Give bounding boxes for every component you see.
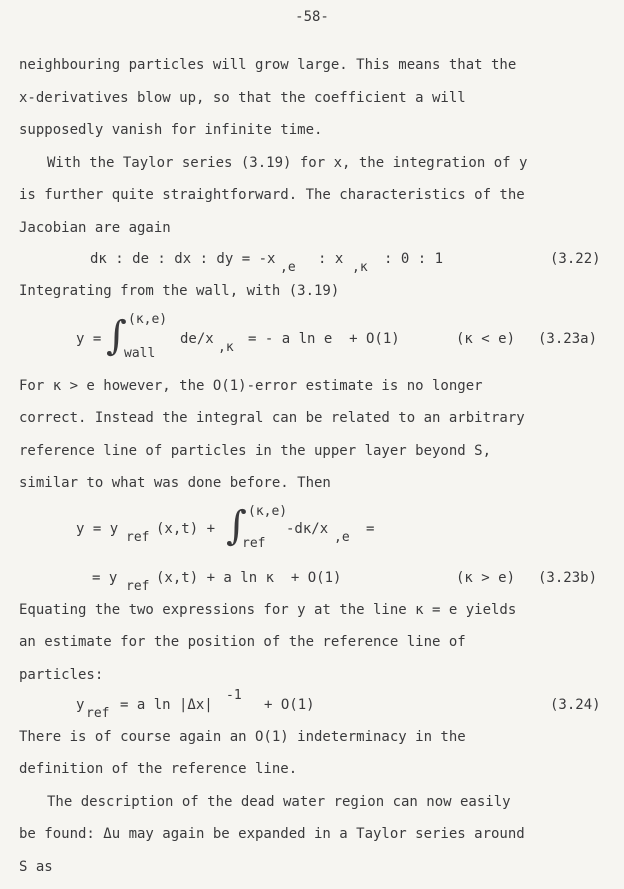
text-line: Jacobian are again [19, 220, 171, 236]
text-line: x-derivatives blow up, so that the coefficient a will [19, 90, 466, 106]
text-line: correct. Instead the integral can be related to an arbitrary [19, 410, 525, 426]
text-line: reference line of particles in the upper layer beyond S, [19, 443, 492, 459]
text-line: definition of the reference line. [19, 761, 298, 777]
text-line: S as [19, 859, 53, 875]
text-line: particles: [19, 667, 104, 683]
text-line: neighbouring particles will grow large. This means that the [19, 57, 517, 73]
integral-sign: ∫ [226, 503, 247, 549]
text-line: There is of course again an O(1) indeterminacy in the [19, 729, 466, 745]
text-line: With the Taylor series (3.19) for x, the integration of y [47, 155, 528, 171]
integral-sign: ∫ [106, 313, 127, 359]
page-number: -58- [295, 9, 329, 25]
text-line: an estimate for the position of the reference line of [19, 634, 466, 650]
text-line: Equating the two expressions for y at the line κ = e yields [19, 602, 517, 618]
text-line: The description of the dead water region can now easily [47, 794, 511, 810]
text-line: be found: Δu may again be expanded in a Taylor series around [19, 826, 525, 842]
text-line: is further quite straightforward. The characteristics of the [19, 187, 525, 203]
text-line: Integrating from the wall, with (3.19) [19, 283, 340, 299]
text-line: supposedly vanish for infinite time. [19, 122, 323, 138]
text-line: similar to what was done before. Then [19, 475, 331, 491]
text-line: For κ > e however, the O(1)-error estimate is no longer [19, 378, 483, 394]
